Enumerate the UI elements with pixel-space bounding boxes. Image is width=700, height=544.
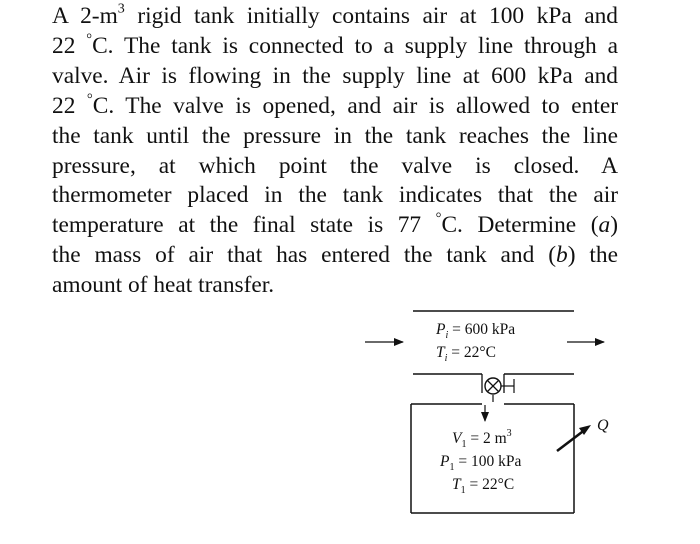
problem-line-2: 22 °C. The tank is connected to a supply line through a: [52, 31, 618, 59]
problem-line-5: the tank until the pressure in the tank reaches the line: [52, 122, 618, 149]
line-pressure-label: $P_i = 600$ kPa: [436, 321, 516, 341]
problem-line-9: the mass of air that has entered the tank and (b) the: [52, 242, 618, 269]
problem-line-1: A $2-m^3$ rigid tank initially contains air at 100 kPa and: [52, 0, 618, 29]
problem-line-6: pressure, at which point the valve is closed. A: [52, 152, 618, 179]
problem-line-4: 22 °C. The valve is opened, and air is allowed to enter: [52, 91, 618, 119]
tank-pressure-label: $P_1 = 100$ kPa: [440, 453, 522, 473]
tank-volume-label: $V_1 = 2$ $m^3$: [452, 428, 512, 450]
heat-transfer-label: Q: [597, 417, 609, 434]
problem-line-8: temperature at the final state is 77 °C. Determine (a): [52, 210, 618, 239]
problem-line-10: amount of heat transfer.: [52, 272, 275, 299]
tank-temperature-label: $T_1 = 22^\circ C$: [452, 476, 515, 496]
valve: [482, 374, 514, 402]
line-temperature-label: $T_i = 22^\circ C$: [436, 344, 496, 364]
problem-line-7: thermometer placed in the tank indicates that the air: [52, 182, 618, 209]
problem-line-3: valve. Air is flowing in the supply line at 600 kPa and: [52, 62, 618, 89]
